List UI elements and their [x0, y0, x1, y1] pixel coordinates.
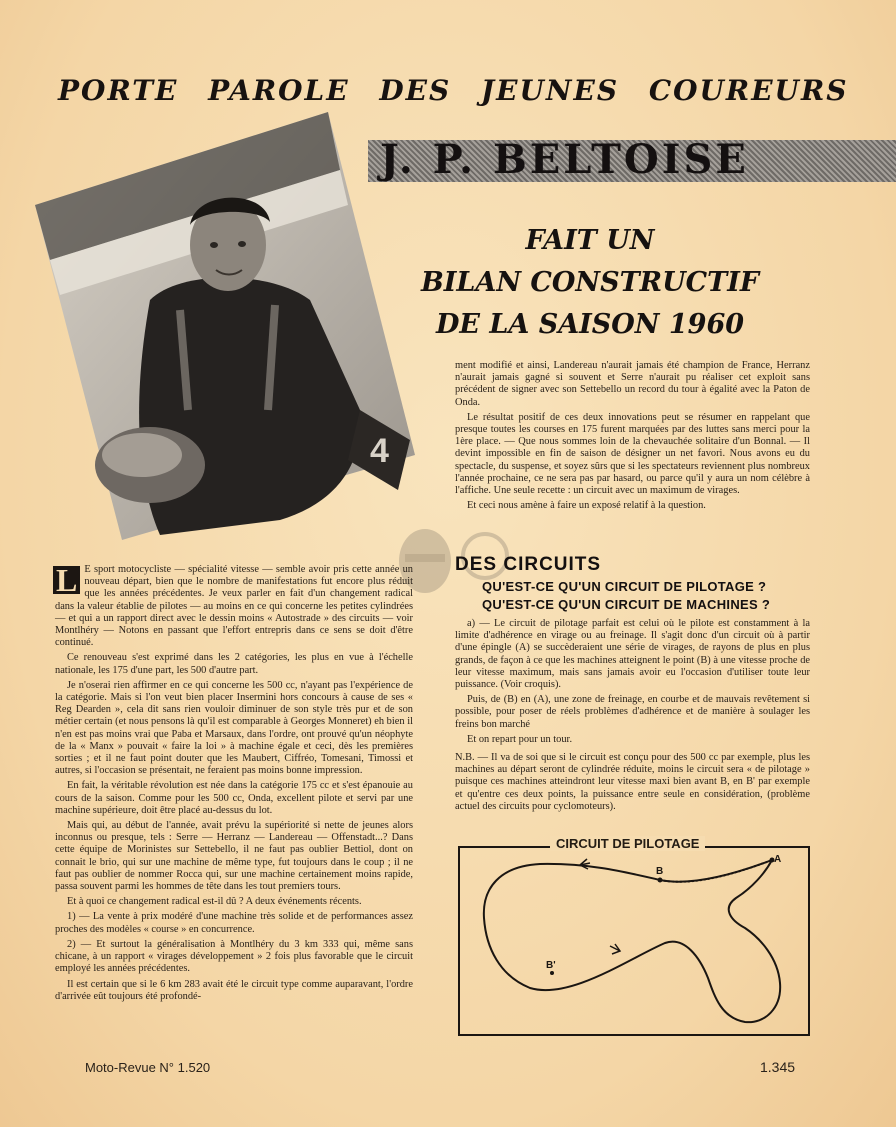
article-right-column-top [455, 360, 810, 515]
article-paragraph: a) — Le circuit de pilotage parfait est celui où le pilote est constamment à la limite d'adhérence en virage ou au freinage. Il s'agit donc d'un circuit où à partir d'une épingle (A) se succèderaient une série de virages, de rayons de plus en plus grands, de façon à ce que les machines atteignent le point (B) à une vitesse proche de leur vitesse maximum, mais sans jamais avoir eu l'occasion d'utiliser toute leur puissance. (Voir croquis). [455, 618, 810, 691]
article-paragraph: Il est certain que si le 6 km 283 avait été le circuit type comme auparavant, l'ordre d'arrivée eût toujours été profondé- [55, 978, 413, 1002]
diagram-title: CIRCUIT DE PILOTAGE [550, 836, 705, 851]
article-paragraph: Et on repart pour un tour. [467, 733, 573, 745]
article-paragraph: Mais qui, au début de l'année, avait prévu la supériorité si nette de jeunes alors inconnus ou presque, tels : Serre — Herranz — Landereau — Offenstadt...? Dans cette équipe de Morinistes sur Settebello, il ne faut pas oublier Bettiol, dont on connait le brio, qui sur une machine de même type, fut toujours dans le coup ; il ne faut pas oublier de nommer Rocca qui, sur une machine certainement moins rapide, passa souvent parmi les hommes de tête dans les tout premiers tours. [55, 820, 413, 893]
kicker-title: PORTE PAROLE DES JEUNES COUREURS [58, 74, 849, 107]
article-left-column [55, 564, 413, 1006]
article-right-column-mid [455, 618, 810, 816]
circuit-diagram [458, 836, 810, 1036]
article-paragraph: 1) — La vente à prix modéré d'une machine très solide et de performances assez proches des modèles « course » en concurrence. [55, 911, 413, 935]
article-paragraph: Et ceci nous amène à faire un exposé relatif à la question. [467, 500, 706, 512]
diagram-label-b: B [656, 866, 664, 877]
section-subtitle-2: QU'EST-CE QU'UN CIRCUIT DE MACHINES ? [482, 597, 771, 612]
article-paragraph: Et à quoi ce changement radical est-il dû ? A deux événements récents. [67, 896, 362, 908]
article-paragraph: Ce renouveau s'est exprimé dans les 2 catégories, les plus en vue à l'échelle nationale, les 175 d'une part, les 500 d'autre part. [55, 652, 413, 676]
article-paragraph: Puis, de (B) en (A), une zone de freinage, en courbe et de mauvais revêtement si possible, pour poser de réels problèmes d'adhérence et de manière à soulager les freins bon marché [455, 694, 810, 730]
article-paragraph: Je n'oserai rien affirmer en ce qui concerne les 500 cc, n'ayant pas l'expérience de la catégorie. Mais si l'on veut bien placer Insermini hors concours à cause de ses « Reg Dearden », cela dit sans rien vouloir diminuer de son style très pur et de son métier certain (et nous pensons là qu'il est comparable à Georges Monneret) eh bien il n'en est pas moins vrai que Paba et Marsaux, dans l'ordre, ont prouvé qu'un néophyte de la « Manx » pouvait « faire la loi » à machine égale et ceci, dès les premières sorties ; et il ne faut point douter que les Maubert, Ciffréo, Tomesani, Timossi et autres, si l'occasion se présentait, ne feraient pas moins bonne impression. [55, 679, 413, 777]
section-subtitle-1: QU'EST-CE QU'UN CIRCUIT DE PILOTAGE ? [482, 579, 767, 594]
rider-photo [30, 110, 420, 540]
footer-page-number: 1.345 [760, 1059, 796, 1075]
headline-line-3: DE LA SAISON 1960 [435, 309, 745, 340]
article-paragraph: N.B. — Il va de soi que si le circuit est conçu pour des 500 cc par exemple, plus les machines au départ seront de cylindrée réduite, moins le circuit sera « de pilotage » puisque ces machines atteindront leur vitesse maxi bien avant B, en B' par exemple et qu'entre ces deux points, la puissance entre seule en considération, (problème actuel des circuits pour cyclomoteurs). [455, 752, 810, 812]
circuit-track-drawing [460, 848, 808, 1034]
article-paragraph: Le résultat positif de ces deux innovations peut se résumer en rappelant que presque toutes les courses en 175 furent marquées par des luttes sans merci pour la 1ère place. — Que nous sommes loin de la chevauchée solitaire d'un Bonnal. — Il devint impossible en fin de saison de désigner un net favori. Nous avons eu du spectacle, du suspense, et soyez sûrs que si les spectateurs reviennent plus nombreux l'année prochaine, ce ne sera pas par hasard, ou parce qu'il y aura un nom célèbre à l'affiche. Une seule recette : un circuit avec un maximum de virages. [455, 411, 810, 497]
headline-line-2: BILAN CONSTRUCTIF [420, 267, 760, 298]
footer-magazine: Moto-Revue N° 1.520 [85, 1060, 211, 1075]
article-paragraph: En fait, la véritable révolution est née dans la catégorie 175 cc et s'est épanouie au cours de la saison. Comme pour les 500 cc, Onda, excellent pilote et servi par une machine supérieure, doit être placé au-dessus du lot. [55, 780, 413, 816]
drop-cap: L [53, 566, 80, 594]
headline [380, 220, 800, 346]
headline-line-1: FAIT UN [525, 225, 655, 256]
diagram-label-b-prime: B' [546, 960, 556, 971]
article-paragraph: L E sport motocycliste — spécialité vitesse — semble avoir pris cette année un nouveau départ, bien que le nombre de manifestations fut encore plus réduit que les années précédentes. Je veux parler en fait d'un changement radical dans la valeur établie de pilotes — au moins en ce qui concerne les petites cylindrées — et qui a un rapport direct avec le dessin moins « Autostrade » des circuits — voir Montlhéry — Notons en passant que l'effort entrepris dans ce sens se doit d'être continué. [55, 562, 413, 649]
article-paragraph: ment modifié et ainsi, Landereau n'aurait jamais été champion de France, Herranz n'aurait jamais gagné si souvent et Serre n'aurait pu réaliser cet exploit sans précédent de signer avec son Settebello un record du tour à égalité avec la Paton de Onda. [455, 360, 810, 408]
article-paragraph: 2) — Et surtout la généralisation à Montlhéry du 3 km 333 qui, même sans chicane, à un rapport « virages développement » 2 fois plus favorable que le circuit employé les années précédentes. [55, 938, 413, 975]
section-title: DES CIRCUITS [455, 554, 602, 575]
subject-name: J. P. BELTOISE [380, 136, 749, 183]
diagram-label-a: A [774, 854, 782, 865]
svg-text:4: 4 [370, 432, 389, 470]
